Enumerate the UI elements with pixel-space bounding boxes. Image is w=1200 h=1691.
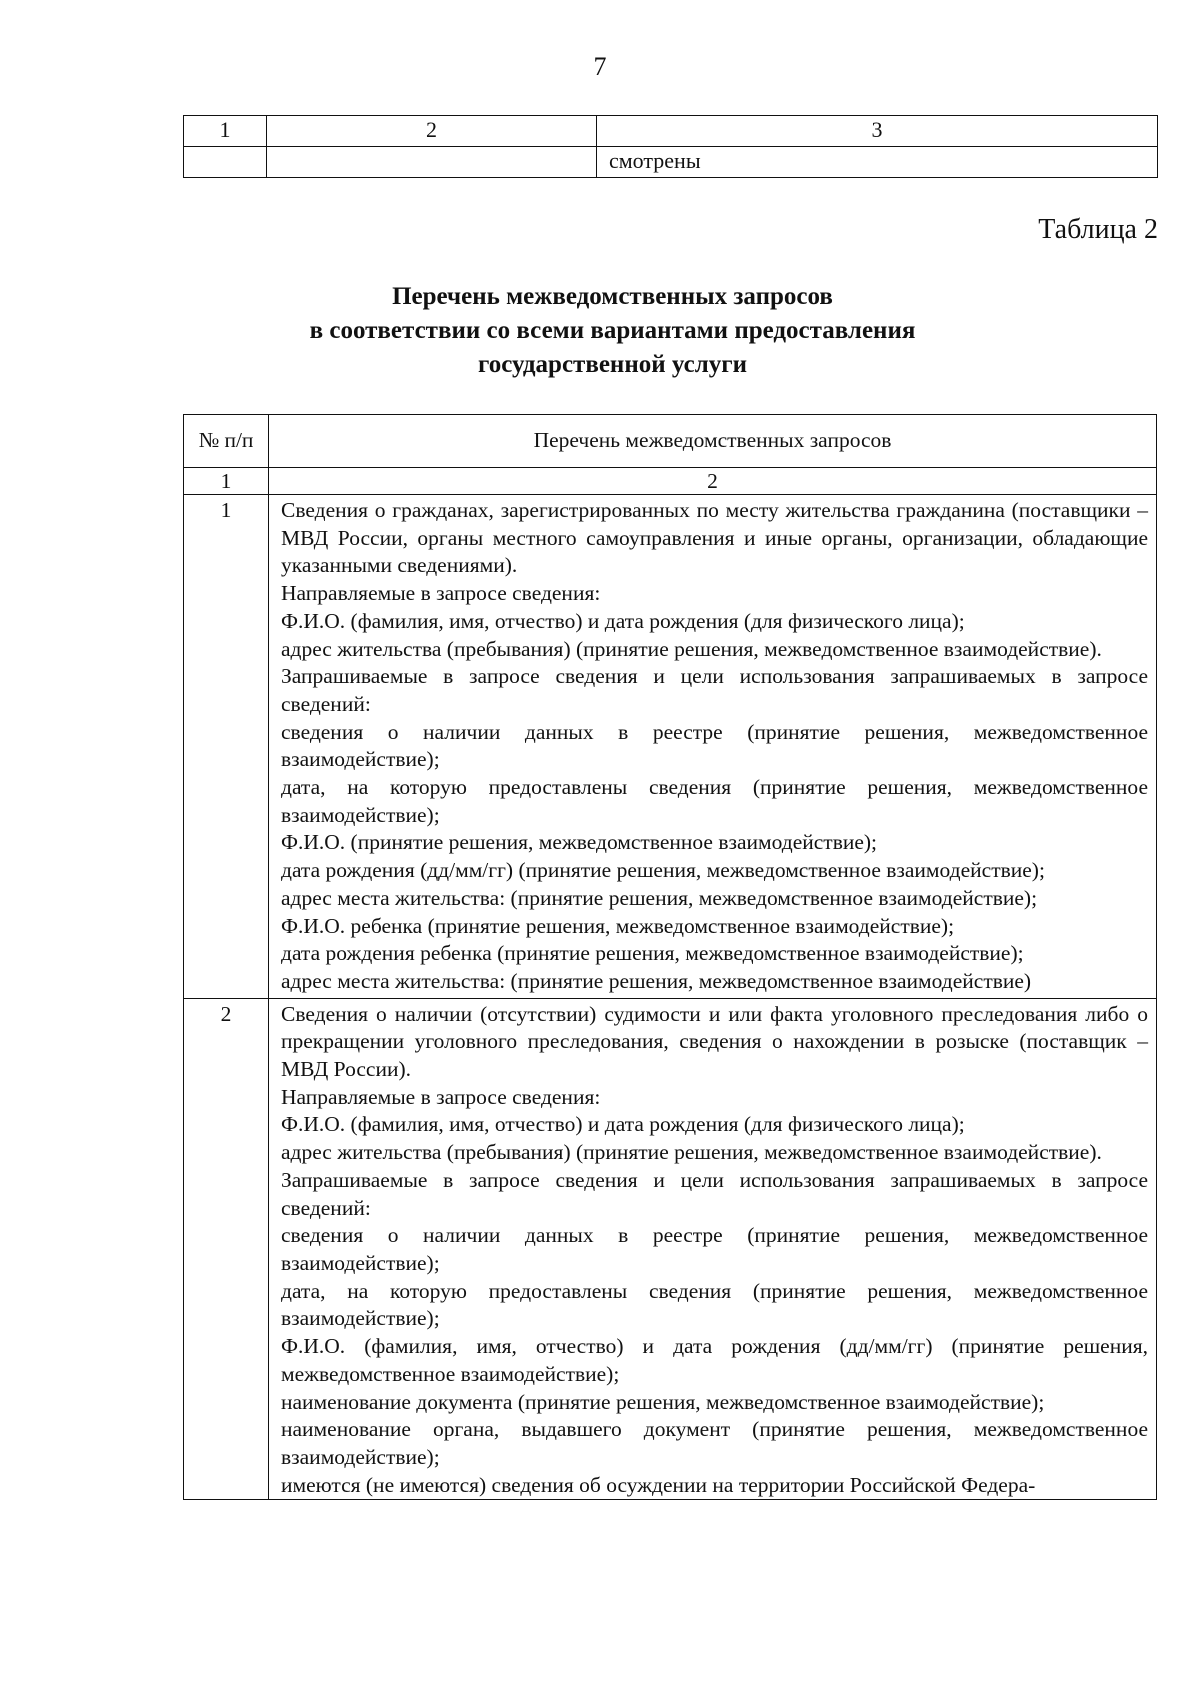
table-row	[184, 147, 1158, 178]
table-row	[184, 998, 1157, 1500]
header-list: Перечень межведомственных запросов	[269, 415, 1157, 468]
text-line: адрес места жительства: (принятие решения, межведомственное взаимодействие)	[281, 968, 1032, 993]
text-line: сведения о наличии данных в реестре (принятие решения, межведомственное взаимодействие);	[281, 1223, 1148, 1275]
text-line: Ф.И.О. ребенка (принятие решения, межведомственное взаимодействие);	[281, 913, 955, 938]
table-row	[184, 495, 1157, 999]
text-line: наименование документа (принятие решения, межведомственное взаимодействие);	[281, 1389, 1045, 1414]
table-cell: смотрены	[597, 147, 1158, 178]
text-line: дата, на которую предоставлены сведения (принятие решения, межведомственное взаимодействие);	[281, 1278, 1148, 1331]
text-line: адрес жительства (пребывания) (принятие решения, межведомственное взаимодействие).	[281, 636, 1102, 661]
table-title	[0, 280, 1200, 382]
title-line: государственной услуги	[477, 351, 748, 378]
text-line: сведения о наличии данных в реестре (принятие решения, межведомственное взаимодействие);	[281, 719, 1148, 772]
continuation-table	[183, 115, 1158, 178]
text-line: Ф.И.О. (фамилия, имя, отчество) и дата рождения (для физического лица);	[281, 1112, 965, 1137]
text-line: адрес жительства (пребывания) (принятие решения, межведомственное взаимодействие).	[281, 1140, 1102, 1165]
text-line: Запрашиваемые в запросе сведения и цели использования запрашиваемых в запросе сведений:	[281, 1167, 1148, 1220]
table-header-row	[184, 116, 1158, 147]
table-cell	[267, 147, 597, 178]
title-line: Перечень межведомственных запросов	[392, 283, 833, 310]
text-line: Сведения о гражданах, зарегистрированных по месту жительства гражданина (поставщики – МВД России, органы местного самоуправления и иные органы, организации, обладающие указанными сведениями).	[281, 498, 1148, 578]
text-line: дата рождения ребенка (принятие решения, межведомственное взаимодействие);	[281, 941, 1024, 966]
table-label: Таблица 2	[1038, 214, 1158, 245]
text-line: Запрашиваемые в запросе сведения и цели использования запрашиваемых в запросе сведений:	[281, 664, 1148, 716]
text-line: дата, на которую предоставлены сведения (принятие решения, межведомственное взаимодействие);	[281, 775, 1148, 827]
text-line: Сведения о наличии (отсутствии) судимости и или факта уголовного преследования либо о прекращении уголовного преследования, сведения о нахождении в розыске (поставщик – МВД России).	[281, 1001, 1148, 1082]
column-number-cell: 1	[184, 116, 267, 147]
page-number: 7	[593, 52, 607, 81]
request-description	[269, 495, 1157, 999]
text-line: наименование органа, выдавшего документ (принятие решения, межведомственное взаимодействие);	[281, 1417, 1148, 1469]
table-cell	[184, 147, 267, 178]
text-line: имеются (не имеются) сведения об осуждении на территории Российской Федера-	[281, 1472, 1036, 1497]
table-header-row	[184, 415, 1157, 468]
text-line: Ф.И.О. (фамилия, имя, отчество) и дата рождения (дд/мм/гг) (принятие решения, межведомственное взаимодействие);	[281, 1334, 1148, 1386]
text-line: Ф.И.О. (принятие решения, межведомственное взаимодействие);	[281, 830, 878, 855]
column-number-cell: 2	[269, 468, 1157, 495]
interagency-requests-table	[183, 414, 1157, 1500]
row-number: 2	[184, 998, 269, 1500]
column-number-cell: 3	[597, 116, 1158, 147]
text-line: Ф.И.О. (фамилия, имя, отчество) и дата рождения (для физического лица);	[281, 608, 965, 633]
text-line: Направляемые в запросе сведения:	[281, 1084, 601, 1109]
column-number-cell: 2	[267, 116, 597, 147]
text-line: Направляемые в запросе сведения:	[281, 581, 601, 606]
column-number-cell: 1	[184, 468, 269, 495]
column-index-row	[184, 468, 1157, 495]
header-number: № п/п	[184, 415, 269, 468]
text-line: дата рождения (дд/мм/гг) (принятие решения, межведомственное взаимодействие);	[281, 858, 1045, 883]
request-description	[269, 998, 1157, 1500]
text-line: адрес места жительства: (принятие решения, межведомственное взаимодействие);	[281, 885, 1038, 910]
row-number: 1	[184, 495, 269, 999]
title-line: в соответствии со всеми вариантами предоставления	[309, 317, 916, 344]
